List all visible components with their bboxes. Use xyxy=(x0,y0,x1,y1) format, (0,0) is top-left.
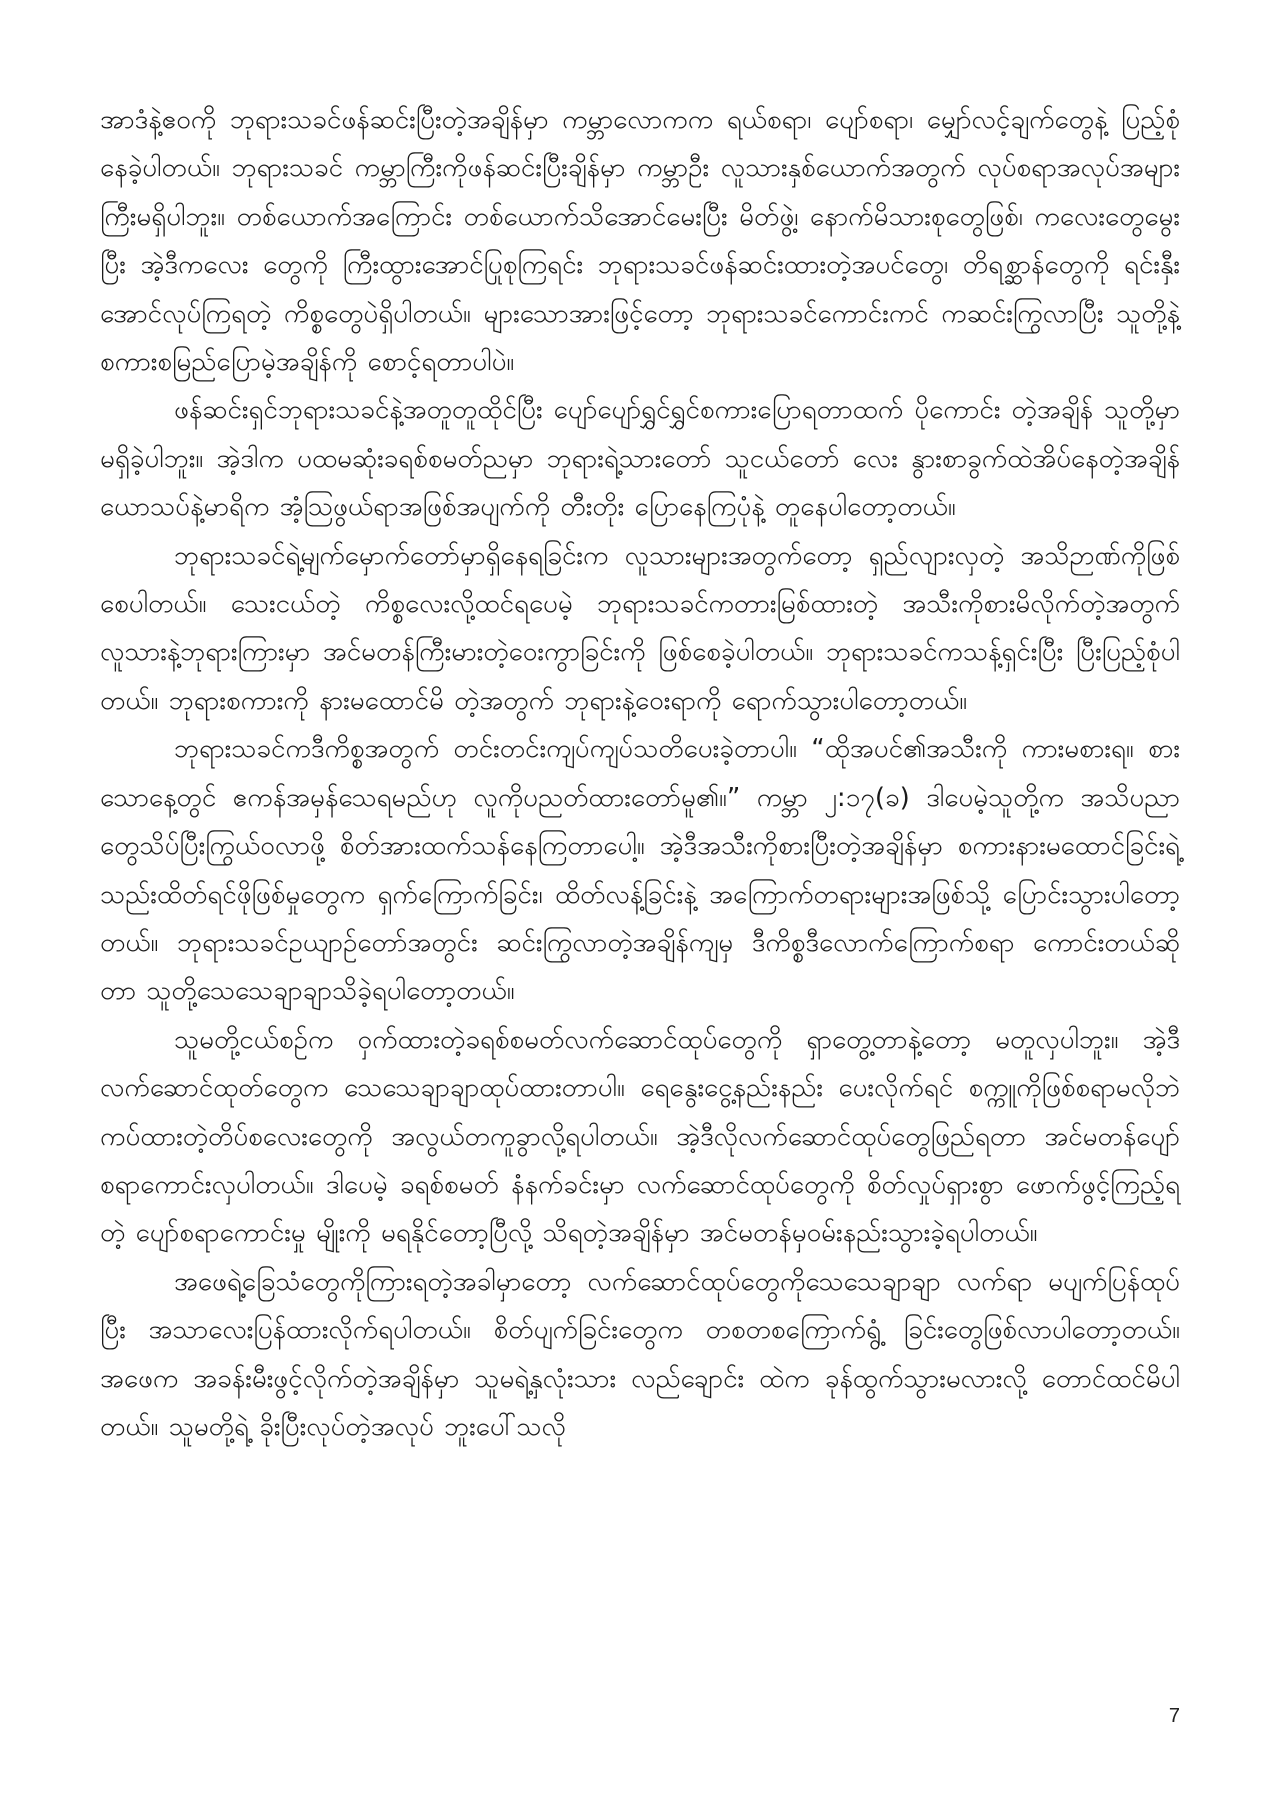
paragraph: ဘုရားသခင်ကဒီကိစ္စအတွက် တင်းတင်းကျပ်ကျပ်သတိပေးခဲ့တာပါ။ “ထိုအပင်၏အသီးကို ကားမစားရ။ စားသောနေ့တွင် ဧကန်အမှန်သေရမည်ဟု လူကိုပညတ်ထားတော်မူ၏။” ကမ္ဘာ ၂:၁၇(ခ) ဒါပေမဲ့သူတို့က အသိပညာတွေသိပ်ပြီးကြွယ်ဝလာဖို့ စိတ်အားထက်သန်နေကြတာပေါ့။ အဲ့ဒီအသီးကိုစားပြီးတဲ့အချိန်မှာ စကားနားမထောင်ခြင်းရဲ့ သည်းထိတ်ရင်ဖိုဖြစ်မှုတွေက ရှက်ကြောက်ခြင်း၊ ထိတ်လန့်ခြင်းနဲ့ အကြောက်တရားများအဖြစ်သို့ ပြောင်းသွားပါတော့တယ်။ ဘုရားသခင်ဥယျာဉ်တော်အတွင်း ဆင်းကြွလာတဲ့အချိန်ကျမှ ဒီကိစ္စဒီလောက်ကြောက်စရာ ကောင်းတယ်ဆိုတာ သူတို့သေသေချာချာသိခဲ့ရပါတော့တယ်။ xyxy=(100,734,1180,1007)
paragraph: သူမတို့ငယ်စဉ်က ဝှက်ထားတဲ့ခရစ်စမတ်လက်ဆောင်ထုပ်တွေကို ရှာတွေ့တာနဲ့တော့ မတူလှပါဘူး။ အဲ့ဒီလက်ဆောင်ထုတ်တွေက သေသေချာချာထုပ်ထားတာပါ။ ရေနွေးငွေ့နည်းနည်း ပေးလိုက်ရင် စက္ကူကိုဖြစ်စရာမလိုဘဲ ကပ်ထားတဲ့တိပ်စလေးတွေကို အလွယ်တကူခွာလို့ရပါတယ်။ အဲ့ဒီလိုလက်ဆောင်ထုပ်တွေဖြည်ရတာ အင်မတန်ပျော်စရာကောင်းလှပါတယ်။ ဒါပေမဲ့ ခရစ်စမတ် နံနက်ခင်းမှာ လက်ဆောင်ထုပ်တွေကို စိတ်လှုပ်ရှားစွာ ဖောက်ဖွင့်ကြည့်ရတဲ့ ပျော်စရာကောင်းမှု မျိုးကို မရနိုင်တော့ပြီလို့ သိရတဲ့အချိန်မှာ အင်မတန်မှဝမ်းနည်းသွားခဲ့ရပါတယ်။ xyxy=(100,1024,1180,1249)
paragraph: ဘုရားသခင်ရဲ့မျက်မှောက်တော်မှာရှိနေရခြင်းက လူသားများအတွက်တော့ ရှည်လျားလှတဲ့ အသိဉာဏ်ကိုဖြစ်စေပါတယ်။ သေးငယ်တဲ့ ကိစ္စလေးလို့ထင်ရပေမဲ့ ဘုရားသခင်ကတားမြစ်ထားတဲ့ အသီးကိုစားမိလိုက်တဲ့အတွက် လူသားနဲ့ဘုရားကြားမှာ အင်မတန်ကြီးမားတဲ့ဝေးကွာခြင်းကို ဖြစ်စေခဲ့ပါတယ်။ ဘုရားသခင်ကသန့်ရှင်းပြီး ပြီးပြည့်စုံပါတယ်။ ဘုရားစကားကို နားမထောင်မိ တဲ့အတွက် ဘုရားနဲ့ဝေးရာကို ရောက်သွားပါတော့တယ်။ xyxy=(100,540,1180,716)
paragraph: ဖန်ဆင်းရှင်ဘုရားသခင်နဲ့အတူတူထိုင်ပြီး ပျော်ပျော်ရွှင်ရွှင်စကားပြောရတာထက် ပိုကောင်း တဲ့အချိန် သူတို့မှာမရှိခဲ့ပါဘူး။ အဲ့ဒါက ပထမဆုံးခရစ်စမတ်ညမှာ ဘုရားရဲ့သားတော် သူငယ်တော် လေး နွားစာခွက်ထဲအိပ်နေတဲ့အချိန် ယောသပ်နဲ့မာရိက အံ့ဩဖွယ်ရာအဖြစ်အပျက်ကို တီးတိုး ပြောနေကြပုံနဲ့ တူနေပါတော့တယ်။ xyxy=(100,395,1180,523)
document-page xyxy=(100,96,1180,1451)
paragraph: အဖေရဲ့ခြေသံတွေကိုကြားရတဲ့အခါမှာတော့ လက်ဆောင်ထုပ်တွေကိုသေသေချာချာ လက်ရာ မပျက်ပြန်ထုပ်ပြီး အသာလေးပြန်ထားလိုက်ရပါတယ်။ စိတ်ပျက်ခြင်းတွေက တစတစကြောက်ရွံ့ ခြင်းတွေဖြစ်လာပါတော့တယ်။ အဖေက အခန်းမီးဖွင့်လိုက်တဲ့အချိန်မှာ သူမရဲ့နှလုံးသား လည်ချောင်း ထဲက ခုန်ထွက်သွားမလားလို့ တောင်ထင်မိပါတယ်။ သူမတို့ရဲ့ ခိုးပြီးလုပ်တဲ့အလုပ် ဘူးပေါ်သလို xyxy=(100,1266,1180,1442)
page-number: 7 xyxy=(1168,1705,1180,1727)
paragraph: အာဒံနဲ့ဧဝကို ဘုရားသခင်ဖန်ဆင်းပြီးတဲ့အချိန်မှာ ကမ္ဘာလောကက ရယ်စရာ၊ ပျော်စရာ၊ မျှော်လင့်ချက်တွေနဲ့ ပြည့်စုံနေခဲ့ပါတယ်။ ဘုရားသခင် ကမ္ဘာကြီးကိုဖန်ဆင်းပြီးချိန်မှာ ကမ္ဘာဦး လူသားနှစ်ယောက်အတွက် လုပ်စရာအလုပ်အများကြီးမရှိပါဘူး။ တစ်ယောက်အကြောင်း တစ်ယောက်သိအောင်မေးပြီး မိတ်ဖွဲ့၊ နောက်မိသားစုတွေဖြစ်၊ ကလေးတွေမွေးပြီး အဲ့ဒီကလေး တွေကို ကြီးထွားအောင်ပြုစုကြရင်း ဘုရားသခင်ဖန်ဆင်းထားတဲ့အပင်တွေ၊ တိရစ္ဆာန်တွေကို ရင်းနှီးအောင်လုပ်ကြရတဲ့ ကိစ္စတွေပဲရှိပါတယ်။ များသောအားဖြင့်တော့ ဘုရားသခင်ကောင်းကင် ကဆင်းကြွလာပြီး သူတို့နဲ့စကားစမြည်ပြောမဲ့အချိန်ကို စောင့်ရတာပါပဲ။ xyxy=(100,105,1180,378)
